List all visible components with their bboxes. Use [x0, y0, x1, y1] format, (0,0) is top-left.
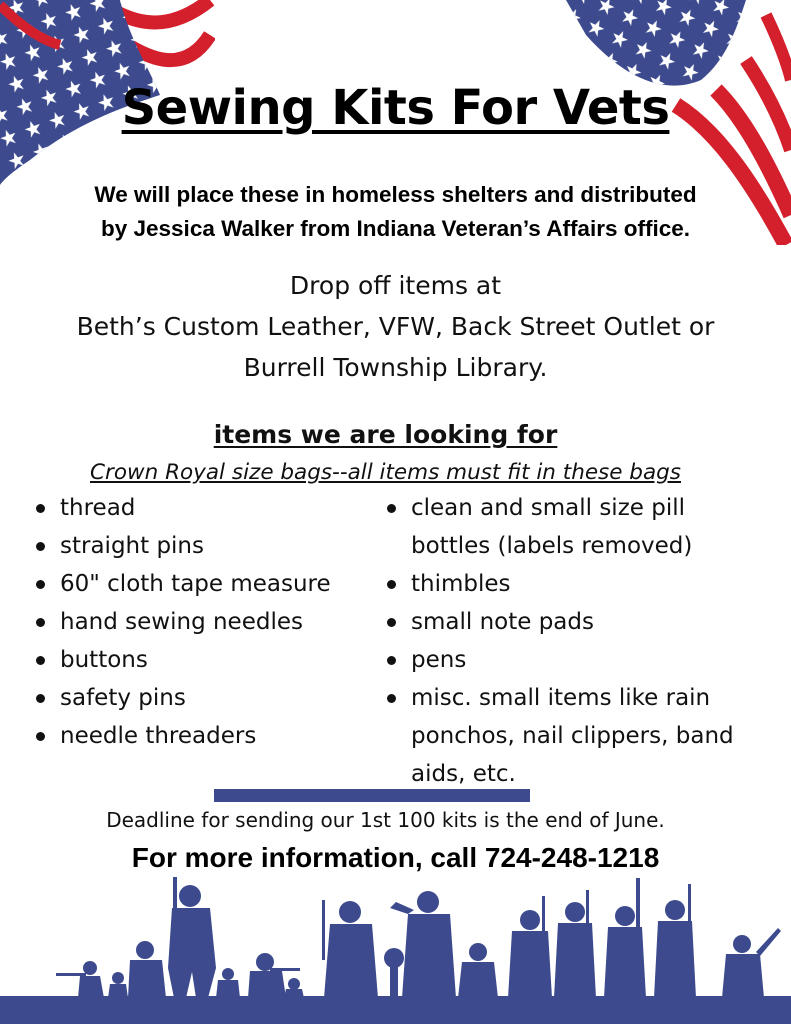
subtitle-line-1: We will place these in homeless shelters and distributed: [94, 182, 697, 207]
divider-bar: [214, 789, 530, 802]
drop-off-line-2: Beth’s Custom Leather, VFW, Back Street Outlet or: [76, 312, 715, 341]
list-item: buttons: [32, 641, 382, 679]
items-note: Crown Royal size bags--all items must fit in these bags: [90, 460, 681, 485]
items-list-right: [383, 489, 763, 793]
list-item: pens: [383, 641, 763, 679]
list-item: small note pads: [383, 603, 763, 641]
drop-off-line-1: Drop off items at: [289, 271, 502, 300]
drop-off-line-3: Burrell Township Library.: [243, 353, 548, 382]
list-item: thread: [32, 489, 382, 527]
list-item: thimbles: [383, 565, 763, 603]
items-heading: items we are looking for: [213, 420, 558, 449]
soldier-silhouettes-image: [0, 872, 791, 1024]
list-item: straight pins: [32, 527, 382, 565]
subtitle: [20, 178, 771, 246]
items-list-left: [32, 489, 382, 755]
list-item: clean and small size pill bottles (labels removed): [383, 489, 763, 565]
drop-off-info: [0, 265, 791, 388]
list-item: needle threaders: [32, 717, 382, 755]
list-item: safety pins: [32, 679, 382, 717]
list-item: hand sewing needles: [32, 603, 382, 641]
subtitle-line-2: by Jessica Walker from Indiana Veteran’s Affairs office.: [101, 216, 690, 241]
contact-info: For more information, call 724-248-1218: [131, 842, 660, 873]
list-item: misc. small items like rain ponchos, nail clippers, band aids, etc.: [383, 679, 763, 793]
list-item: 60" cloth tape measure: [32, 565, 382, 603]
page-title: Sewing Kits For Vets: [121, 80, 670, 136]
deadline-text: Deadline for sending our 1st 100 kits is the end of June.: [106, 808, 665, 832]
